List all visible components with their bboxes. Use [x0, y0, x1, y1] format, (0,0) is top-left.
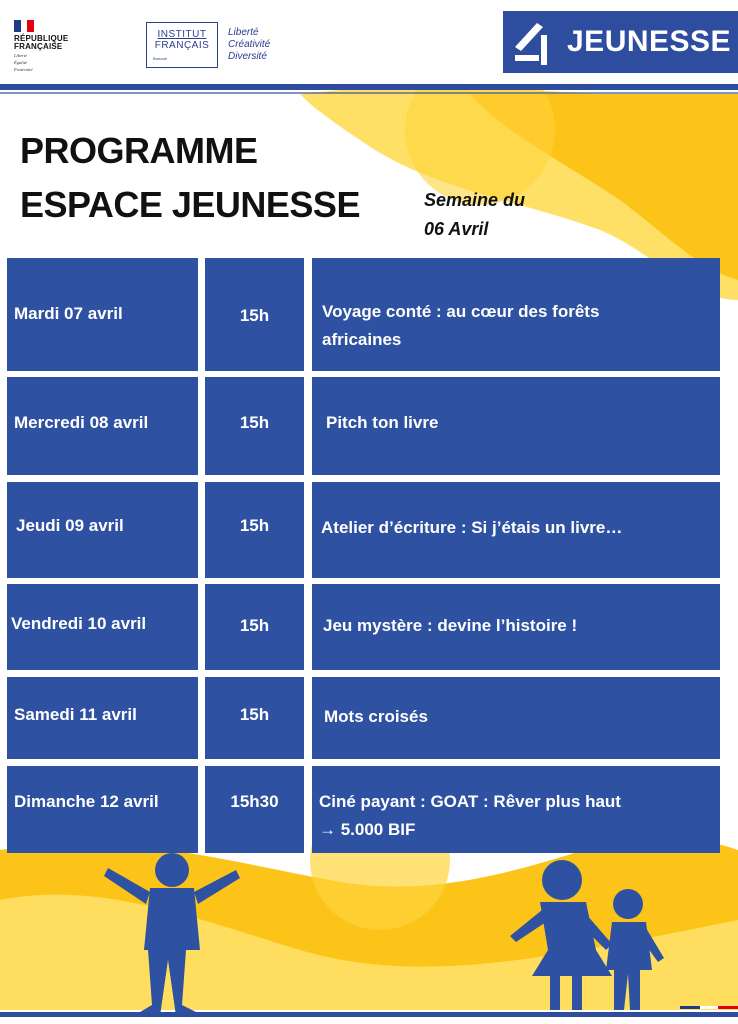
republique-motto-1: Liberté: [14, 53, 27, 58]
header-bar: [0, 0, 738, 84]
page-title: [20, 124, 360, 232]
republique-line2: FRANÇAISE: [14, 42, 63, 51]
institut-small: Burundi: [153, 56, 167, 61]
time-text: 15h: [239, 413, 270, 432]
time-cell: [205, 677, 304, 759]
schedule-row: [0, 584, 738, 670]
activity-text: [319, 788, 621, 844]
schedule-row: [0, 377, 738, 475]
jeunesse-logo-icon: [511, 21, 559, 67]
time-cell: [205, 584, 304, 670]
day-text: Vendredi 10 avril: [11, 614, 147, 633]
schedule-row: [0, 677, 738, 759]
title-line1: PROGRAMME: [20, 130, 258, 171]
activity-cell: [312, 377, 720, 475]
activity-cell: [312, 584, 720, 670]
activity-text: Atelier d’écriture : Si j’étais un livre…: [321, 518, 623, 537]
day-cell: [7, 677, 198, 759]
republique-francaise-logo: [14, 20, 84, 72]
institut-line1: INSTITUT: [157, 29, 207, 40]
day-cell: [7, 482, 198, 578]
day-text: Dimanche 12 avril: [14, 792, 159, 811]
activity-cell: [312, 258, 720, 371]
header-divider: [0, 84, 738, 90]
time-text: 15h: [239, 616, 270, 635]
walking-children-silhouette: [510, 860, 664, 1010]
jumping-child-silhouette: [104, 853, 240, 1016]
schedule-row: [0, 258, 738, 371]
time-cell: [205, 766, 304, 853]
day-cell: [7, 258, 198, 371]
footer-tricolor-accent: [680, 1006, 738, 1009]
jeunesse-brand-text: JEUNESSE: [567, 25, 732, 58]
institut-motto-1: Liberté: [228, 27, 259, 38]
activity-line2: africaines: [322, 330, 402, 349]
activity-text: [322, 298, 599, 354]
activity-line1: Voyage conté : au cœur des forêts: [322, 302, 600, 321]
republique-line1: RÉPUBLIQUE: [14, 34, 69, 43]
week-line1: Semaine du: [424, 190, 526, 210]
time-text: 15h: [239, 705, 270, 724]
institut-motto-3: Diversité: [228, 51, 267, 62]
time-cell: [205, 377, 304, 475]
activity-text: Pitch ton livre: [326, 413, 439, 432]
activity-line1: Ciné payant : GOAT : Rêver plus haut: [319, 792, 621, 811]
day-text: Jeudi 09 avril: [16, 516, 124, 535]
institut-line2: FRANÇAIS: [154, 40, 210, 51]
institut-francais-logo: [146, 22, 218, 68]
activity-text: Mots croisés: [324, 707, 428, 726]
time-text: 15h: [239, 306, 270, 325]
schedule-row: [0, 482, 738, 578]
activity-cell: [312, 677, 720, 759]
day-text: Samedi 11 avril: [14, 705, 137, 724]
time-cell: [205, 258, 304, 371]
republique-motto-3: Fraternité: [14, 67, 33, 72]
week-label: [424, 186, 525, 244]
day-text: Mardi 07 avril: [14, 304, 123, 323]
week-line2: 06 Avril: [424, 219, 489, 239]
day-cell: [7, 377, 198, 475]
time-text: 15h30: [230, 792, 279, 811]
institut-motto: [228, 27, 270, 63]
jeunesse-brand: [503, 11, 738, 73]
activity-text: Jeu mystère : devine l’histoire !: [323, 616, 578, 635]
time-text: 15h: [239, 516, 270, 535]
day-cell: [7, 766, 198, 853]
title-line2: ESPACE JEUNESSE: [20, 184, 360, 225]
time-cell: [205, 482, 304, 578]
schedule-row: [0, 766, 738, 853]
day-cell: [7, 584, 198, 670]
footer-divider: [0, 1012, 738, 1017]
activity-cell: [312, 766, 720, 853]
republique-motto-2: Égalité: [14, 60, 27, 65]
header-divider-thin: [0, 92, 738, 94]
marianne-flag-icon: [14, 20, 34, 32]
children-silhouettes: [0, 840, 738, 1020]
day-text: Mercredi 08 avril: [14, 413, 149, 432]
institut-motto-2: Créativité: [228, 39, 271, 50]
activity-line2: → 5.000 BIF: [319, 820, 416, 839]
activity-cell: [312, 482, 720, 578]
